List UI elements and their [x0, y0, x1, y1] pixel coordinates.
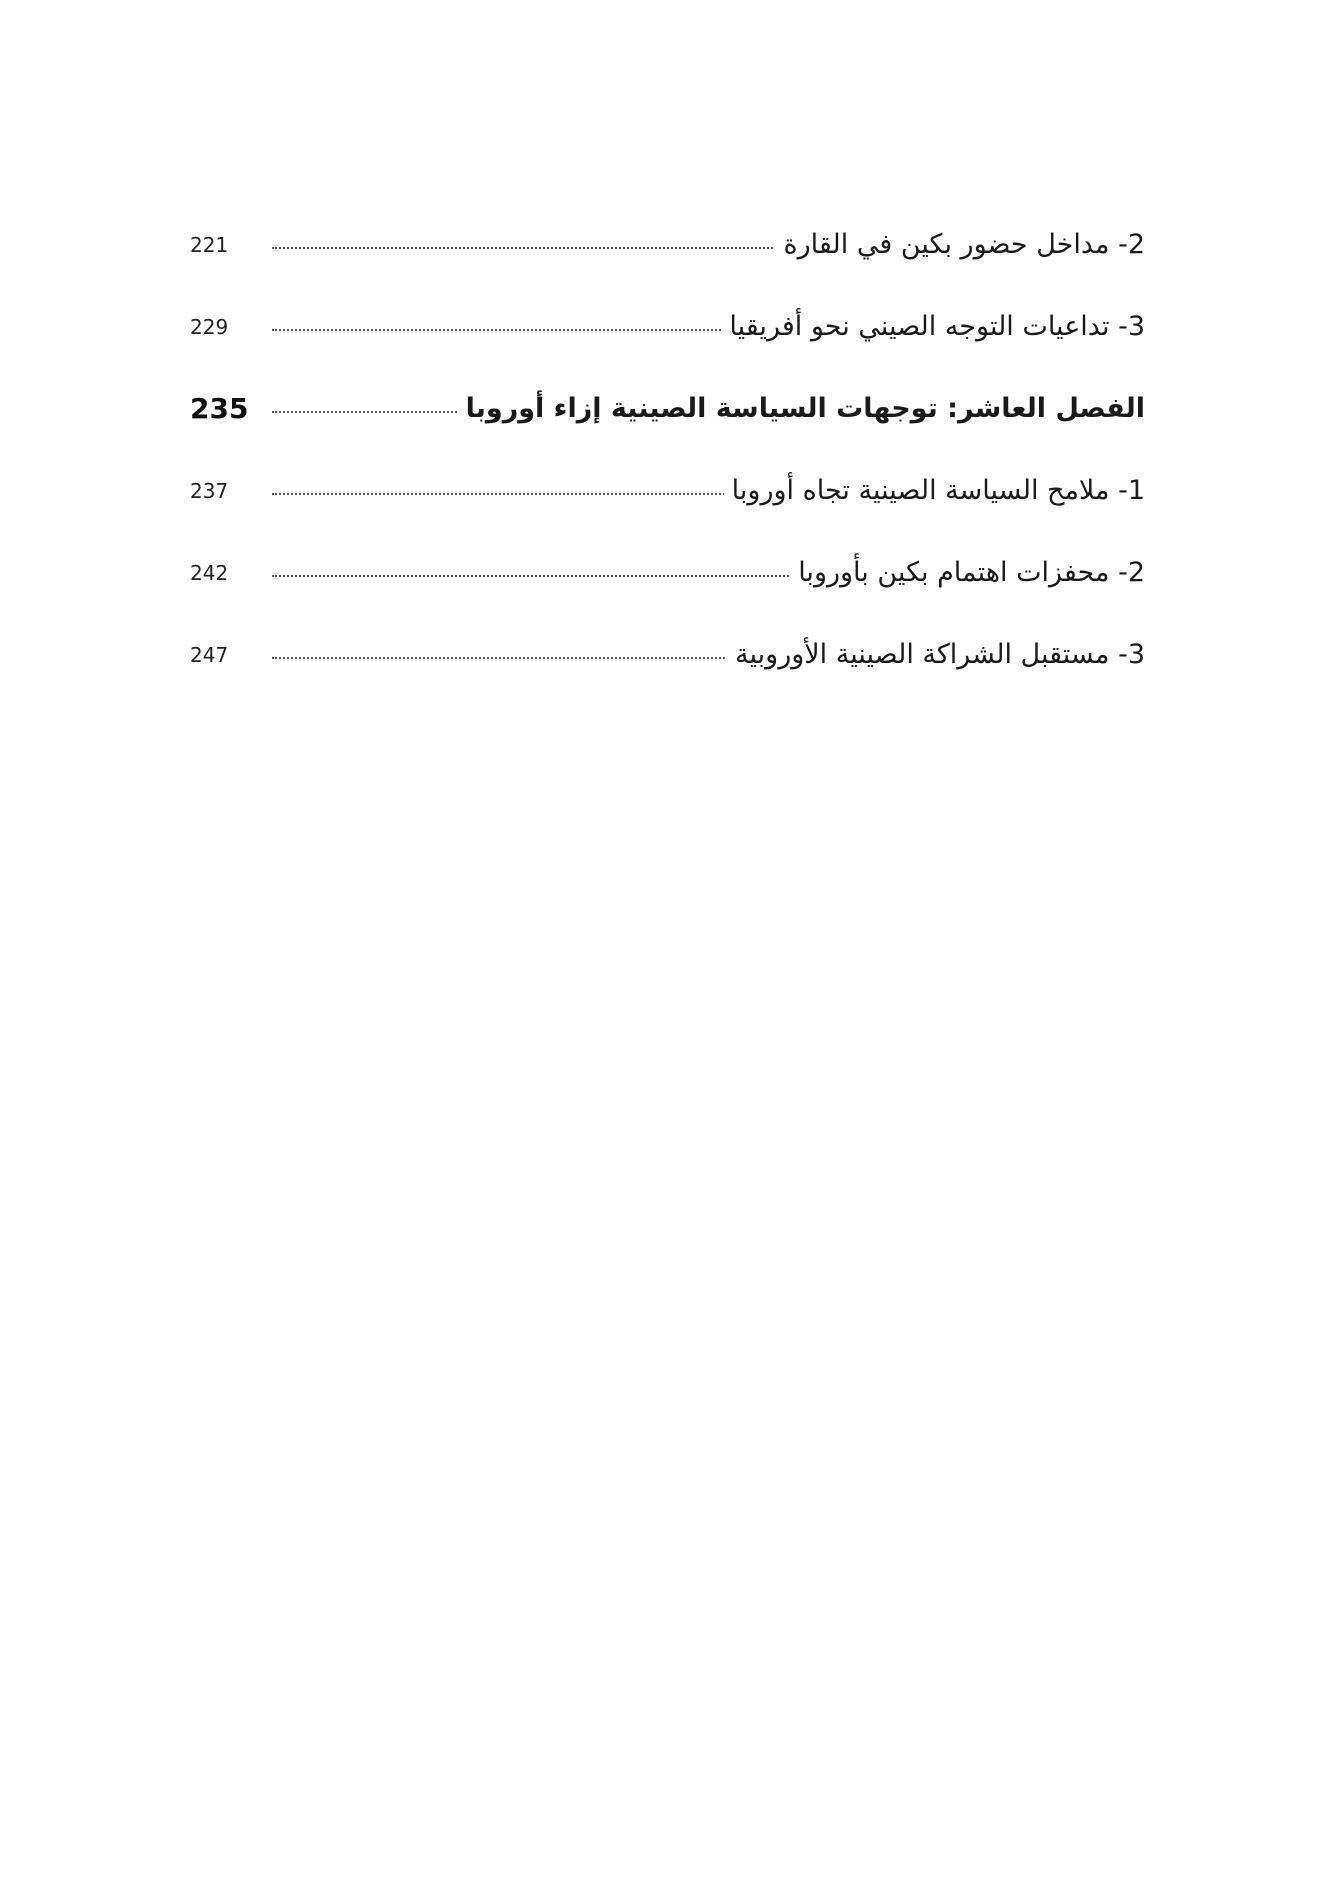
toc-entry[interactable] [190, 628, 1145, 710]
toc-entry-title: 2- مداخل حضور بكين في القارة [775, 218, 1145, 272]
toc-entry[interactable] [190, 464, 1145, 546]
toc-page-number: 242 [190, 546, 250, 600]
toc-page-number: 229 [190, 300, 250, 354]
toc-entry[interactable] [190, 546, 1145, 628]
toc-page-number: 221 [190, 218, 250, 272]
toc-entry[interactable] [190, 218, 1145, 300]
toc-entry-title: 2- محفزات اهتمام بكين بأوروبا [790, 546, 1145, 600]
toc-entry-title: 3- مستقبل الشراكة الصينية الأوروبية [727, 628, 1145, 682]
toc-page-number: 247 [190, 628, 250, 682]
toc-chapter-entry[interactable] [190, 382, 1145, 464]
toc-entry-title: 3- تداعيات التوجه الصيني نحو أفريقيا [721, 300, 1145, 354]
toc-page-number: 237 [190, 464, 250, 518]
table-of-contents [190, 218, 1145, 710]
toc-chapter-title: الفصل العاشر: توجهات السياسة الصينية إزاء أوروبا [458, 382, 1145, 436]
toc-entry-title: 1- ملامح السياسة الصينية تجاه أوروبا [724, 464, 1145, 518]
toc-entry[interactable] [190, 300, 1145, 382]
toc-chapter-page-number: 235 [190, 382, 250, 436]
